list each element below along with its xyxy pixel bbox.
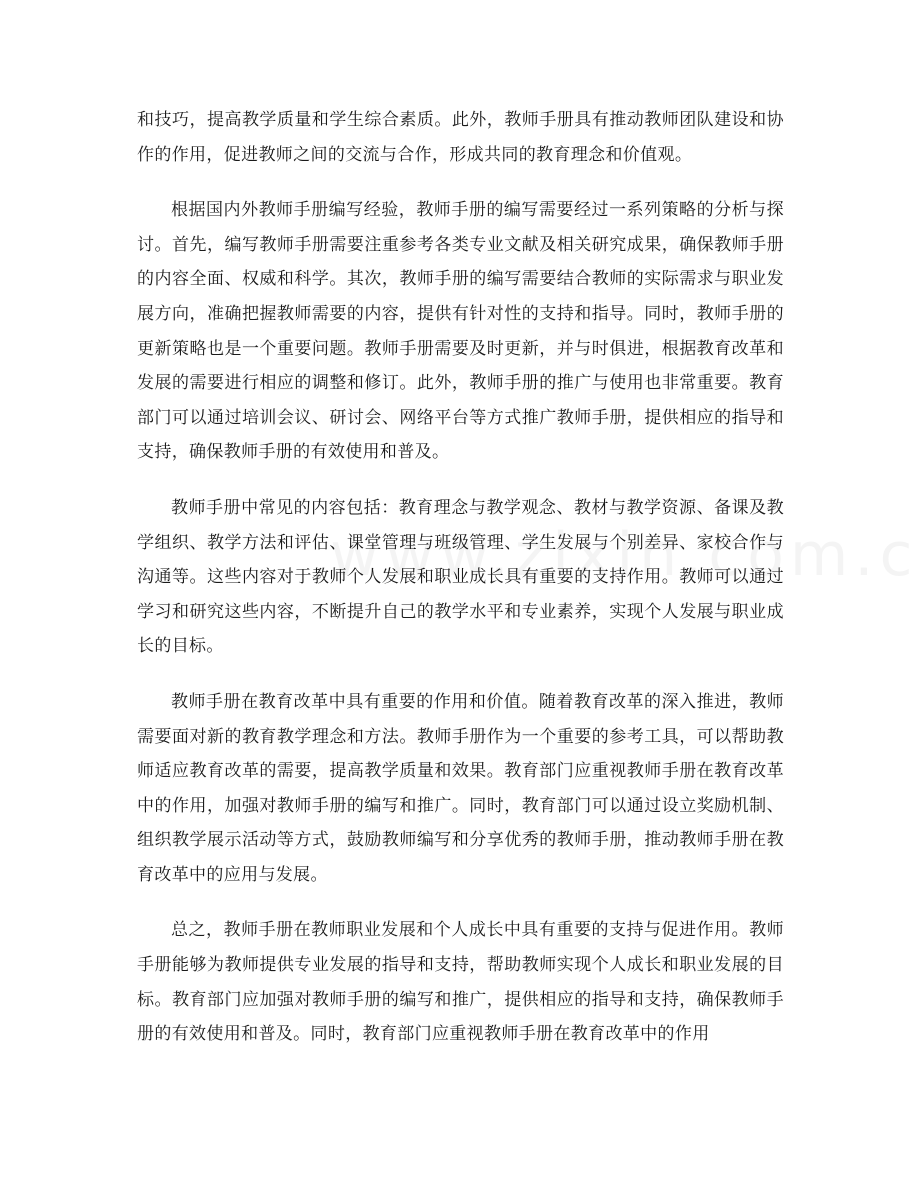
- paragraph-1: 和技巧，提高教学质量和学生综合素质。此外，教师手册具有推动教师团队建设和协作的作用，促进教师之间的交流与合作，形成共同的教育理念和价值观。: [137, 110, 784, 165]
- document-body: [137, 103, 784, 1073]
- paragraph-4: 教师手册在教育改革中具有重要的作用和价值。随着教育改革的深入推进，教师需要面对新的教育教学理念和方法。教师手册作为一个重要的参考工具，可以帮助教师适应教育改革的需要，提高教学质量和效果。教育部门应重视教师手册在教育改革中的作用，加强对教师手册的编写和推广。同时，教育部门可以通过设立奖励机制、组织教学展示活动等方式，鼓励教师编写和分享优秀的教师手册，推动教师手册在教育改革中的应用与发展。: [137, 691, 784, 885]
- paragraph-5: 总之，教师手册在教师职业发展和个人成长中具有重要的支持与促进作用。教师手册能够为教师提供专业发展的指导和支持，帮助教师实现个人成长和职业发展的目标。教育部门应加强对教师手册的编写和推广，提供相应的指导和支持，确保教师手册的有效使用和普及。同时，教育部门应重视教师手册在教育改革中的作用: [137, 920, 784, 1045]
- paragraph-2: 根据国内外教师手册编写经验，教师手册的编写需要经过一系列策略的分析与探讨。首先，编写教师手册需要注重参考各类专业文献及相关研究成果，确保教师手册的内容全面、权威和科学。其次，教师手册的编写需要结合教师的实际需求与职业发展方向，准确把握教师需要的内容，提供有针对性的支持和指导。同时，教师手册的更新策略也是一个重要问题。教师手册需要及时更新，并与时俱进，根据教育改革和发展的需要进行相应的调整和修订。此外，教师手册的推广与使用也非常重要。教育部门可以通过培训会议、研讨会、网络平台等方式推广教师手册，提供相应的指导和支持，确保教师手册的有效使用和普及。: [137, 200, 784, 463]
- paragraph-3: 教师手册中常见的内容包括：教育理念与教学观念、教材与教学资源、备课及教学组织、教学方法和评估、课堂管理与班级管理、学生发展与个别差异、家校合作与沟通等。这些内容对于教师个人发展和职业成长具有重要的支持作用。教师可以通过学习和研究这些内容，不断提升自己的教学水平和专业素养，实现个人发展与职业成长的目标。: [137, 497, 784, 657]
